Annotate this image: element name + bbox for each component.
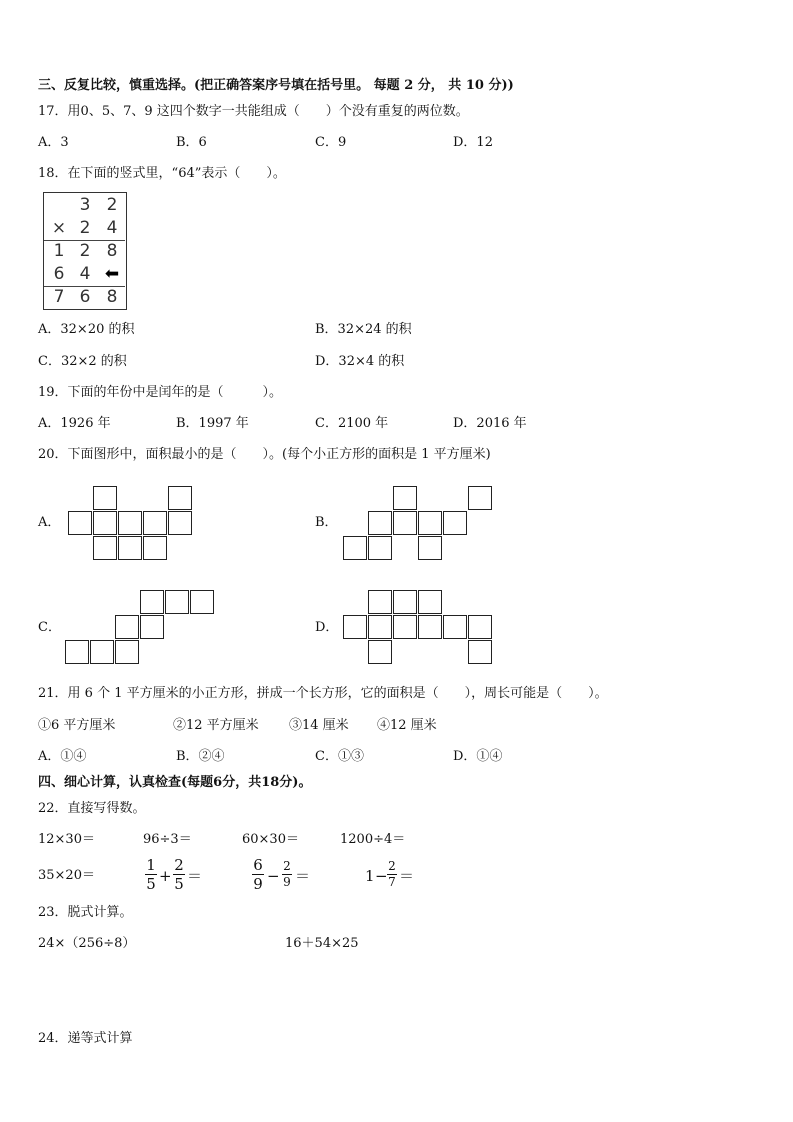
q21-option-b: B．②④ [176, 749, 225, 764]
q22-item-1: 12×30＝ [38, 832, 95, 847]
figure-d-square [368, 615, 392, 639]
figure-b-square [418, 511, 442, 535]
vertical-multiplication [43, 192, 127, 310]
q17-option-a: A．3 [38, 135, 69, 150]
q19-option-a: A．1926 年 [38, 416, 111, 431]
question-23-stem: 23．脱式计算。 [38, 905, 133, 920]
vm-r4-tens: 4 [79, 264, 91, 284]
q19-option-d: D．2016 年 [453, 416, 527, 431]
figure-a-square [118, 536, 142, 560]
q19-option-c: C．2100 年 [315, 416, 389, 431]
q17-option-b: B．6 [176, 135, 207, 150]
q20-label-b: B． [315, 515, 338, 530]
figure-d-square [343, 615, 367, 639]
equals-sign: ＝ [187, 867, 203, 885]
q22-frac-b-2 [282, 860, 292, 889]
q21-option-c: C．①③ [315, 749, 364, 764]
numerator: 2 [283, 859, 291, 873]
figure-a-square [93, 536, 117, 560]
q21-choice-1: ①6 平方厘米 [38, 718, 116, 733]
figure-c-square [115, 615, 139, 639]
plus-sign: + [159, 867, 172, 885]
vm-r5-ones: 8 [106, 287, 118, 307]
figure-c-square [165, 590, 189, 614]
figure-a-square [68, 511, 92, 535]
q22-frac-b-1 [252, 857, 264, 892]
q18-option-c: C．32×2 的积 [38, 354, 127, 369]
q17-option-d: D．12 [453, 135, 493, 150]
equals-sign: ＝ [399, 867, 415, 885]
q19-option-b: B．1997 年 [176, 416, 249, 431]
q18-option-a: A．32×20 的积 [38, 322, 135, 337]
figure-d-square [468, 615, 492, 639]
q20-label-c: C． [38, 620, 61, 635]
figure-c-square [90, 640, 114, 664]
numerator: 6 [253, 856, 263, 874]
left-arrow-icon: ⬅ [104, 264, 120, 284]
q22-item-3: 60×30＝ [242, 832, 299, 847]
figure-b-square [393, 511, 417, 535]
figure-c-square [140, 615, 164, 639]
figure-d-square [418, 615, 442, 639]
vm-r5-tens: 6 [79, 287, 91, 307]
minus-sign: − [267, 867, 280, 885]
figure-d-square [368, 590, 392, 614]
vm-r2-tens: 2 [79, 218, 91, 238]
denominator: 5 [174, 875, 184, 893]
vm-r1-ones: 2 [106, 195, 118, 215]
section-3-title: 三、反复比较，慎重选择。(把正确答案序号填在括号里。 每题 2 分， 共 10 分)) [38, 78, 514, 93]
denominator: 7 [388, 875, 396, 889]
denominator: 9 [253, 875, 263, 893]
vm-r2-ones: 4 [106, 218, 118, 238]
figure-b-square [393, 486, 417, 510]
figure-d-square [368, 640, 392, 664]
q22-frac-c [387, 860, 397, 889]
figure-d-square [443, 615, 467, 639]
figure-a-square [168, 511, 192, 535]
figure-b-square [468, 486, 492, 510]
q20-label-d: D． [315, 620, 339, 635]
q21-option-a: A．①④ [38, 749, 87, 764]
numerator: 2 [174, 856, 184, 874]
figure-d-square [468, 640, 492, 664]
q22-item-4: 1200÷4＝ [340, 832, 406, 847]
question-21-stem: 21．用 6 个 1 平方厘米的小正方形，拼成一个长方形，它的面积是（ ），周长可能是（ ）。 [38, 686, 608, 701]
vm-r3-hundreds: 1 [53, 241, 65, 261]
numerator: 1 [146, 856, 156, 874]
equals-sign: ＝ [295, 867, 311, 885]
figure-a-square [118, 511, 142, 535]
minus-sign: − [375, 867, 388, 885]
figure-c-square [115, 640, 139, 664]
question-20-stem: 20．下面图形中，面积最小的是（ ）。(每个小正方形的面积是 1 平方厘米) [38, 447, 491, 462]
figure-a-square [93, 486, 117, 510]
figure-b-square [368, 536, 392, 560]
question-19-stem: 19．下面的年份中是闰年的是（ ）。 [38, 385, 283, 400]
q18-option-d: D．32×4 的积 [315, 354, 405, 369]
numerator: 2 [388, 859, 396, 873]
vm-r4-hundreds: 6 [53, 264, 65, 284]
figure-a-square [143, 536, 167, 560]
q20-label-a: A． [38, 515, 61, 530]
figure-b-square [368, 511, 392, 535]
q22-frac-a-2 [173, 857, 185, 892]
figure-a-square [168, 486, 192, 510]
figure-d-square [393, 590, 417, 614]
q23-item-2: 16＋54×25 [285, 936, 359, 951]
figure-d-square [418, 590, 442, 614]
question-18-stem: 18．在下面的竖式里，“64”表示（ ）。 [38, 166, 286, 181]
section-4-title: 四、细心计算，认真检查(每题6分，共18分)。 [38, 775, 312, 790]
question-22-stem: 22．直接写得数。 [38, 801, 146, 816]
vm-r3-ones: 8 [106, 241, 118, 261]
q21-choice-2: ②12 平方厘米 [173, 718, 259, 733]
vm-r3-tens: 2 [79, 241, 91, 261]
q21-option-d: D．①④ [453, 749, 503, 764]
q22-item-5: 35×20＝ [38, 868, 95, 883]
q21-choice-4: ④12 厘米 [377, 718, 437, 733]
whole-number: 1 [365, 867, 375, 885]
figure-a-square [93, 511, 117, 535]
denominator: 5 [146, 875, 156, 893]
figure-b-square [443, 511, 467, 535]
vm-r5-hundreds: 7 [53, 287, 65, 307]
figure-b-square [418, 536, 442, 560]
question-24-stem: 24．递等式计算 [38, 1031, 133, 1046]
figure-d-square [393, 615, 417, 639]
q21-choice-3: ③14 厘米 [289, 718, 349, 733]
q22-item-2: 96÷3＝ [143, 832, 192, 847]
figure-c-square [65, 640, 89, 664]
vm-r1-tens: 3 [79, 195, 91, 215]
q18-option-b: B．32×24 的积 [315, 322, 412, 337]
q17-option-c: C．9 [315, 135, 347, 150]
figure-c-square [140, 590, 164, 614]
question-17-stem: 17．用0、5、7、9 这四个数字一共能组成（ ）个没有重复的两位数。 [38, 104, 469, 119]
figure-a-square [143, 511, 167, 535]
figure-c-square [190, 590, 214, 614]
denominator: 9 [283, 875, 291, 889]
q23-item-1: 24×（256÷8） [38, 936, 136, 951]
figure-b-square [343, 536, 367, 560]
q22-frac-a-1 [145, 857, 157, 892]
vm-times-sign: × [51, 218, 67, 238]
